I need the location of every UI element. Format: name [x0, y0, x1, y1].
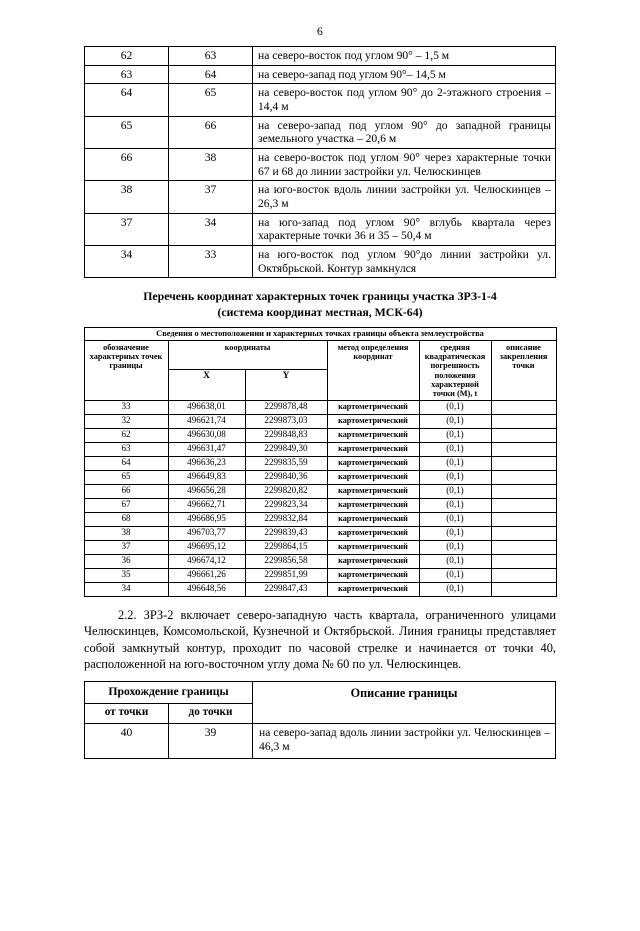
cell-border-description: на северо-восток под углом 90° через характерные точки 67 и 68 до линии застройки ул. Челюскинцев [253, 149, 556, 181]
border-description-table-bottom [84, 681, 556, 758]
cell-point-designation: 38 [84, 526, 168, 540]
table-row [85, 149, 556, 181]
table-row [85, 84, 556, 116]
col-header-x: X [168, 370, 245, 400]
table-row [84, 526, 556, 540]
col-header-border-description: Описание границы [253, 682, 556, 723]
cell-coordinate-x: 496630,08 [168, 428, 245, 442]
cell-mean-square-error: (0,1) [419, 400, 491, 414]
cell-method: картометрический [327, 400, 419, 414]
cell-from-point: 66 [85, 149, 169, 181]
cell-method: картометрический [327, 414, 419, 428]
col-header-marker: описание закрепления точки [491, 340, 556, 400]
cell-point-designation: 37 [84, 540, 168, 554]
cell-from-point: 65 [85, 116, 169, 148]
cell-border-description: на северо-запад под углом 90° до западной границы земельного участка – 20,6 м [253, 116, 556, 148]
cell-mean-square-error: (0,1) [419, 442, 491, 456]
cell-coordinate-y: 2299864,15 [245, 540, 327, 554]
table-row [85, 723, 556, 758]
cell-mean-square-error: (0,1) [419, 512, 491, 526]
cell-method: картометрический [327, 470, 419, 484]
cell-point-designation: 62 [84, 428, 168, 442]
table-row [85, 65, 556, 84]
cell-coordinate-x: 496674,12 [168, 554, 245, 568]
cell-marker-description [491, 400, 556, 414]
table-row [84, 554, 556, 568]
cell-marker-description [491, 442, 556, 456]
coordinates-table-banner: Сведения о местоположении и характерных точках границы объекта землеустройства [84, 328, 556, 340]
cell-border-description: на юго-восток под углом 90°до линии застройки ул. Октябрьской. Контур замкнулся [253, 246, 556, 278]
cell-method: картометрический [327, 582, 419, 596]
coordinates-section-title [84, 289, 556, 320]
cell-method: картометрический [327, 484, 419, 498]
bottom-table-body [85, 723, 556, 758]
cell-point-designation: 36 [84, 554, 168, 568]
cell-marker-description [491, 540, 556, 554]
cell-marker-description [491, 582, 556, 596]
table-row [84, 582, 556, 596]
cell-marker-description [491, 470, 556, 484]
cell-from-point: 40 [85, 723, 169, 758]
cell-method: картометрический [327, 512, 419, 526]
cell-method: картометрический [327, 498, 419, 512]
col-header-error: средняя квадратическая погрешность положения характерной точки (М), t [419, 340, 491, 400]
cell-to-point: 63 [169, 47, 253, 66]
cell-coordinate-x: 496638,01 [168, 400, 245, 414]
document-page [0, 26, 640, 931]
cell-from-point: 64 [85, 84, 169, 116]
cell-coordinate-x: 496636,23 [168, 456, 245, 470]
cell-point-designation: 64 [84, 456, 168, 470]
cell-coordinate-y: 2299840,36 [245, 470, 327, 484]
coordinates-table-head [84, 328, 556, 401]
table-row [84, 540, 556, 554]
table-row [84, 512, 556, 526]
table-header-row-1 [84, 340, 556, 370]
cell-from-point: 34 [85, 246, 169, 278]
cell-mean-square-error: (0,1) [419, 470, 491, 484]
cell-coordinate-x: 496631,47 [168, 442, 245, 456]
cell-to-point: 38 [169, 149, 253, 181]
table-row [85, 213, 556, 245]
table-row [85, 47, 556, 66]
cell-mean-square-error: (0,1) [419, 582, 491, 596]
cell-mean-square-error: (0,1) [419, 568, 491, 582]
cell-from-point: 62 [85, 47, 169, 66]
col-header-from-point: от точки [85, 704, 169, 723]
cell-point-designation: 33 [84, 400, 168, 414]
cell-coordinate-x: 496686,95 [168, 512, 245, 526]
cell-to-point: 34 [169, 213, 253, 245]
cell-point-designation: 32 [84, 414, 168, 428]
cell-border-description: на северо-запад под углом 90°– 14,5 м [253, 65, 556, 84]
cell-mean-square-error: (0,1) [419, 526, 491, 540]
cell-method: картометрический [327, 526, 419, 540]
cell-mean-square-error: (0,1) [419, 540, 491, 554]
cell-from-point: 63 [85, 65, 169, 84]
cell-mean-square-error: (0,1) [419, 414, 491, 428]
cell-border-description: на северо-восток под углом 90° до 2-этажного строения – 14,4 м [253, 84, 556, 116]
col-header-border-passage: Прохождение границы [85, 682, 253, 704]
table-row [84, 400, 556, 414]
col-header-y: Y [245, 370, 327, 400]
cell-marker-description [491, 484, 556, 498]
cell-marker-description [491, 512, 556, 526]
col-header-coordinates: координаты [168, 340, 327, 370]
cell-to-point: 39 [169, 723, 253, 758]
cell-coordinate-x: 496662,71 [168, 498, 245, 512]
cell-method: картометрический [327, 442, 419, 456]
table-row [84, 498, 556, 512]
table-row [84, 442, 556, 456]
table-row [84, 484, 556, 498]
col-header-to-point: до точки [169, 704, 253, 723]
cell-method: картометрический [327, 540, 419, 554]
cell-marker-description [491, 526, 556, 540]
cell-coordinate-x: 496661,26 [168, 568, 245, 582]
coordinates-table [84, 327, 557, 597]
cell-coordinate-y: 2299873,03 [245, 414, 327, 428]
cell-method: картометрический [327, 568, 419, 582]
bottom-table-head [85, 682, 556, 723]
cell-mean-square-error: (0,1) [419, 554, 491, 568]
cell-method: картометрический [327, 554, 419, 568]
bottom-table-header-row-1 [85, 682, 556, 704]
cell-coordinate-y: 2299839,43 [245, 526, 327, 540]
cell-point-designation: 65 [84, 470, 168, 484]
cell-border-description: на юго-восток вдоль линии застройки ул. Челюскинцев – 26,3 м [253, 181, 556, 213]
cell-from-point: 37 [85, 213, 169, 245]
table-row [84, 568, 556, 582]
cell-mean-square-error: (0,1) [419, 428, 491, 442]
cell-marker-description [491, 498, 556, 512]
cell-method: картометрический [327, 428, 419, 442]
table-banner-row [84, 328, 556, 340]
table-row [85, 116, 556, 148]
cell-coordinate-y: 2299835,59 [245, 456, 327, 470]
cell-point-designation: 63 [84, 442, 168, 456]
cell-marker-description [491, 554, 556, 568]
coordinates-title-line-2: (система координат местная, МСК-64) [217, 304, 423, 319]
cell-point-designation: 68 [84, 512, 168, 526]
cell-coordinate-x: 496649,83 [168, 470, 245, 484]
cell-coordinate-x: 496648,56 [168, 582, 245, 596]
cell-point-designation: 35 [84, 568, 168, 582]
table-row [84, 414, 556, 428]
coordinates-title-line-1: Перечень координат характерных точек границы участка ЗРЗ-1-4 [143, 289, 497, 304]
cell-to-point: 33 [169, 246, 253, 278]
cell-coordinate-y: 2299856,58 [245, 554, 327, 568]
col-header-point: обозначение характерных точек границы [84, 340, 168, 400]
cell-coordinate-x: 496703,77 [168, 526, 245, 540]
border-description-table-top [84, 46, 556, 278]
table-row [84, 428, 556, 442]
cell-coordinate-y: 2299848,83 [245, 428, 327, 442]
cell-mean-square-error: (0,1) [419, 484, 491, 498]
cell-coordinate-y: 2299820,82 [245, 484, 327, 498]
cell-point-designation: 34 [84, 582, 168, 596]
cell-coordinate-x: 496695,12 [168, 540, 245, 554]
cell-coordinate-y: 2299823,34 [245, 498, 327, 512]
cell-point-designation: 66 [84, 484, 168, 498]
coordinates-table-body [84, 400, 556, 596]
cell-to-point: 64 [169, 65, 253, 84]
cell-to-point: 65 [169, 84, 253, 116]
table-row [84, 456, 556, 470]
cell-from-point: 38 [85, 181, 169, 213]
cell-method: картометрический [327, 456, 419, 470]
cell-coordinate-y: 2299878,48 [245, 400, 327, 414]
cell-marker-description [491, 414, 556, 428]
cell-coordinate-x: 496656,28 [168, 484, 245, 498]
cell-marker-description [491, 568, 556, 582]
cell-to-point: 37 [169, 181, 253, 213]
table-body [85, 47, 556, 278]
cell-point-designation: 67 [84, 498, 168, 512]
cell-coordinate-y: 2299847,43 [245, 582, 327, 596]
cell-marker-description [491, 428, 556, 442]
page-number: 6 [317, 26, 323, 38]
cell-coordinate-y: 2299849,30 [245, 442, 327, 456]
table-row [85, 181, 556, 213]
cell-border-description: на северо-восток под углом 90° – 1,5 м [253, 47, 556, 66]
cell-coordinate-y: 2299851,99 [245, 568, 327, 582]
table-row [85, 246, 556, 278]
cell-coordinate-x: 496621,74 [168, 414, 245, 428]
cell-coordinate-y: 2299832,84 [245, 512, 327, 526]
cell-border-description: на юго-запад под углом 90° вглубь квартала через характерные точки 36 и 35 – 50,4 м [253, 213, 556, 245]
paragraph-2-2: 2.2. ЗРЗ-2 включает северо-западную часть квартала, ограниченного улицами Челюскинцев, Комсомольской, Кузнечной и Октябрьской. Линия границы представляет собой замкнутый контур, проходит по часовой стрелке и начинается от точки 40, расположенной на юго-восточном углу дома № 60 по ул. Челюскинцев. [84, 607, 556, 671]
cell-mean-square-error: (0,1) [419, 456, 491, 470]
cell-to-point: 66 [169, 116, 253, 148]
table-row [84, 470, 556, 484]
cell-marker-description [491, 456, 556, 470]
cell-mean-square-error: (0,1) [419, 498, 491, 512]
col-header-method: метод определения координат [327, 340, 419, 400]
cell-border-description: на северо-запад вдоль линии застройки ул. Челюскинцев – 46,3 м [253, 723, 556, 758]
